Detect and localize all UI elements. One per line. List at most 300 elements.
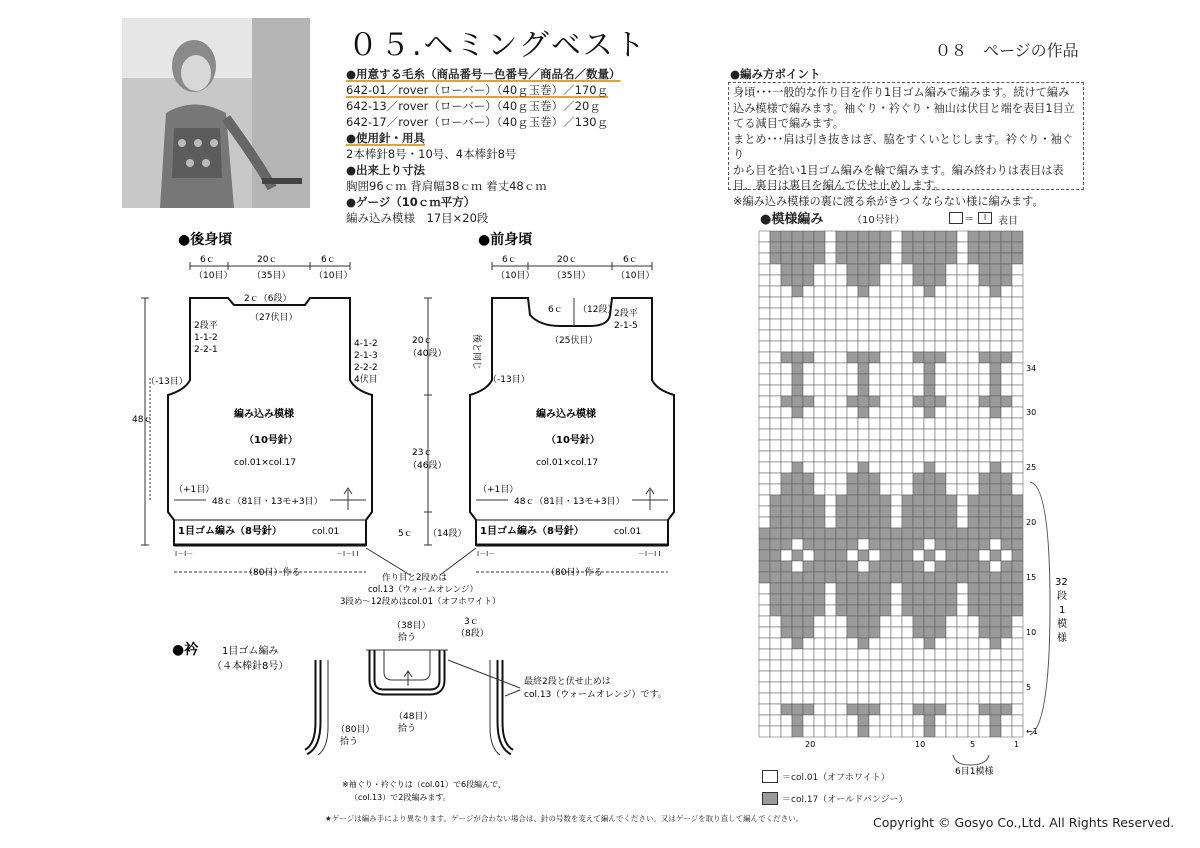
chart-cell — [869, 385, 880, 396]
chart-cell — [814, 517, 825, 528]
chart-cell — [781, 671, 792, 682]
chart-cell — [880, 231, 891, 242]
front-top-sts: （10目） — [496, 271, 535, 281]
chart-cell — [935, 594, 946, 605]
chart-cell — [891, 517, 902, 528]
chart-cell — [913, 396, 924, 407]
chart-cell — [924, 319, 935, 330]
chart-cell — [979, 484, 990, 495]
chart-cell — [891, 660, 902, 671]
chart-cell — [869, 649, 880, 660]
chart-cell — [902, 484, 913, 495]
chart-cell — [891, 693, 902, 704]
back-top-dim: 6ｃ — [200, 255, 215, 265]
chart-cell — [770, 242, 781, 253]
chart-cell — [759, 528, 770, 539]
chart-cell — [902, 638, 913, 649]
chart-cell — [968, 242, 979, 253]
chart-cell — [803, 462, 814, 473]
back-top-sts: （10目） — [194, 271, 233, 281]
chart-cell — [825, 385, 836, 396]
back-dec: 2段平 — [194, 321, 218, 331]
yarn-heading: ●用意する毛糸（商品番号－色番号／商品名／数量） — [346, 67, 621, 81]
chart-cell — [902, 627, 913, 638]
chart-cell — [968, 286, 979, 297]
chart-cell — [825, 330, 836, 341]
chart-cell — [836, 253, 847, 264]
chart-cell — [968, 605, 979, 616]
chart-cell — [781, 363, 792, 374]
front-neck-dec: 2-1-5 — [614, 321, 638, 331]
chart-cell — [759, 660, 770, 671]
chart-cell — [880, 539, 891, 550]
chart-cell — [792, 561, 803, 572]
chart-cell — [814, 649, 825, 660]
chart-cell — [957, 495, 968, 506]
chart-cell — [913, 616, 924, 627]
chart-cell — [836, 726, 847, 737]
cast-note: col.13（ウォームオレンジ） — [368, 585, 478, 595]
chart-cell — [990, 396, 1001, 407]
chart-cell — [880, 682, 891, 693]
chart-cell — [858, 561, 869, 572]
chart-cell — [792, 462, 803, 473]
chart-cell — [814, 693, 825, 704]
chart-cell — [1012, 671, 1023, 682]
chart-cell — [869, 341, 880, 352]
chart-cell — [847, 638, 858, 649]
chart-cell — [759, 473, 770, 484]
chart-cell — [836, 407, 847, 418]
chart-cell — [858, 418, 869, 429]
chart-cell — [891, 352, 902, 363]
front-top-sts: （35目） — [552, 271, 591, 281]
chart-cell — [913, 726, 924, 737]
chart-cell — [957, 605, 968, 616]
chart-cell — [792, 341, 803, 352]
chart-cell — [770, 660, 781, 671]
chart-cell — [869, 352, 880, 363]
back-pattern: 編み込み模様 — [234, 409, 294, 420]
chart-cell — [836, 616, 847, 627]
chart-cell — [1012, 396, 1023, 407]
front-top-dim: 6ｃ — [502, 255, 517, 265]
chart-cell — [814, 660, 825, 671]
chart-cell — [759, 594, 770, 605]
chart-cell — [990, 539, 1001, 550]
chart-cell — [781, 407, 792, 418]
chart-cell — [891, 319, 902, 330]
chart-cell — [946, 616, 957, 627]
chart-cell — [858, 495, 869, 506]
collar-sub: 1目ゴム編み — [222, 646, 279, 657]
chart-cell — [781, 660, 792, 671]
chart-cell — [781, 693, 792, 704]
chart-cell — [770, 297, 781, 308]
chart-cell — [814, 308, 825, 319]
chart-cell — [759, 385, 770, 396]
chart-cell — [946, 550, 957, 561]
chart-needle: （10号针） — [852, 215, 905, 226]
chart-cell — [924, 242, 935, 253]
chart-cell — [902, 385, 913, 396]
chart-cell — [803, 451, 814, 462]
chart-cell — [836, 682, 847, 693]
chart-cell — [946, 451, 957, 462]
chart-cell — [979, 550, 990, 561]
chart-cell — [869, 473, 880, 484]
chart-cell — [858, 638, 869, 649]
chart-cell — [858, 649, 869, 660]
chart-cell — [836, 451, 847, 462]
chart-cell — [1012, 594, 1023, 605]
chart-cell — [847, 275, 858, 286]
chart-cell — [935, 396, 946, 407]
chart-cell — [803, 627, 814, 638]
chart-cell — [770, 693, 781, 704]
chart-cell — [924, 649, 935, 660]
chart-cell — [770, 649, 781, 660]
chart-cell — [836, 605, 847, 616]
chart-cell — [891, 506, 902, 517]
chart-cell — [770, 275, 781, 286]
chart-cell — [1001, 693, 1012, 704]
chart-cell — [814, 561, 825, 572]
chart-cell — [803, 319, 814, 330]
front-neck-depth: 6ｃ — [548, 305, 563, 315]
chart-cell — [990, 308, 1001, 319]
chart-cell — [1012, 253, 1023, 264]
front-rib-col: col.01 — [614, 527, 642, 537]
chart-cell — [924, 374, 935, 385]
chart-cell — [792, 418, 803, 429]
chart-cell — [880, 649, 891, 660]
chart-cell — [814, 594, 825, 605]
chart-cell — [1012, 726, 1023, 737]
chart-cell — [836, 561, 847, 572]
chart-cell — [935, 484, 946, 495]
chart-cell — [1001, 308, 1012, 319]
chart-cell — [825, 341, 836, 352]
chart-cell — [913, 275, 924, 286]
chart-cell — [979, 715, 990, 726]
chart-cell — [902, 583, 913, 594]
chart-cell — [880, 418, 891, 429]
chart-cell — [990, 616, 1001, 627]
chart-cell — [770, 506, 781, 517]
chart-cell — [1012, 572, 1023, 583]
chart-cell — [825, 561, 836, 572]
chart-cell — [913, 440, 924, 451]
chart-cell — [825, 407, 836, 418]
chart-cell — [968, 616, 979, 627]
chart-cell — [792, 275, 803, 286]
chart-cell — [847, 231, 858, 242]
collar-pick-top: （38目） — [392, 621, 431, 631]
chart-cell — [1012, 528, 1023, 539]
chart-cell — [847, 253, 858, 264]
chart-cell — [924, 275, 935, 286]
chart-cell — [957, 286, 968, 297]
chart-cell — [803, 539, 814, 550]
chart-cell — [924, 352, 935, 363]
chart-cell — [902, 352, 913, 363]
chart-cell — [847, 484, 858, 495]
back-neck-sts: （27伏目） — [250, 313, 298, 323]
collar-sub-note: （col.13）で2段編みます。 — [350, 793, 451, 802]
chart-cell — [946, 660, 957, 671]
chart-cell — [968, 517, 979, 528]
chart-cell — [957, 572, 968, 583]
repeat-rows: 段 — [1057, 591, 1067, 602]
chart-cell — [869, 308, 880, 319]
chart-cell — [979, 517, 990, 528]
chart-col-label: 20 — [805, 740, 816, 749]
repeat-rows: 様 — [1057, 633, 1067, 644]
chart-cell — [847, 583, 858, 594]
chart-cell — [869, 517, 880, 528]
chart-cell — [946, 396, 957, 407]
chart-cell — [935, 561, 946, 572]
chart-cell — [847, 451, 858, 462]
back-colors: col.01×col.17 — [234, 458, 297, 468]
chart-cell — [781, 506, 792, 517]
chart-cell — [1001, 319, 1012, 330]
chart-cell — [1001, 330, 1012, 341]
repeat-rows: 1 — [1059, 605, 1066, 616]
chart-cell — [891, 297, 902, 308]
chart-cell — [957, 704, 968, 715]
chart-cell — [759, 451, 770, 462]
chart-cell — [792, 572, 803, 583]
chart-cell — [935, 572, 946, 583]
chart-cell — [968, 649, 979, 660]
chart-cell — [924, 627, 935, 638]
chart-cell — [847, 561, 858, 572]
chart-cell — [968, 682, 979, 693]
chart-cell — [990, 330, 1001, 341]
chart-cell — [891, 704, 902, 715]
size-text: 胸囲96ｃｍ 背肩幅38ｃｍ 着丈48ｃｍ — [346, 179, 547, 193]
chart-cell — [792, 330, 803, 341]
chart-cell — [1001, 616, 1012, 627]
chart-cell — [825, 704, 836, 715]
chart-cell — [880, 308, 891, 319]
chart-cell — [759, 396, 770, 407]
chart-cell — [957, 638, 968, 649]
chart-cell — [869, 231, 880, 242]
chart-cell — [803, 594, 814, 605]
chart-cell — [759, 429, 770, 440]
chart-cell — [1001, 440, 1012, 451]
back-width: 48ｃ（81目・13モ+3目） — [212, 497, 323, 507]
chart-cell — [869, 561, 880, 572]
chart-cell — [968, 363, 979, 374]
chart-cell — [792, 440, 803, 451]
chart-cell — [836, 385, 847, 396]
chart-cell — [792, 550, 803, 561]
chart-cell — [825, 418, 836, 429]
chart-cell — [781, 528, 792, 539]
chart-cell — [803, 506, 814, 517]
chart-cell — [1001, 649, 1012, 660]
chart-cell — [781, 462, 792, 473]
chart-cell — [847, 715, 858, 726]
chart-cell — [880, 297, 891, 308]
chart-cell — [946, 561, 957, 572]
chart-cell — [935, 506, 946, 517]
chart-cell — [858, 462, 869, 473]
chart-cell — [792, 253, 803, 264]
chart-cell — [1012, 319, 1023, 330]
chart-cell — [1012, 341, 1023, 352]
chart-cell — [792, 528, 803, 539]
chart-cell — [792, 319, 803, 330]
chart-cell — [891, 528, 902, 539]
chart-cell — [891, 583, 902, 594]
chart-cell — [880, 440, 891, 451]
chart-cell — [880, 605, 891, 616]
chart-cell — [869, 484, 880, 495]
chart-cell — [814, 330, 825, 341]
chart-cell — [902, 561, 913, 572]
chart-cell — [902, 704, 913, 715]
chart-cell — [847, 297, 858, 308]
chart-cell — [781, 726, 792, 737]
chart-cell — [836, 462, 847, 473]
chart-cell — [869, 616, 880, 627]
chart-cell — [990, 638, 1001, 649]
chart-cell — [935, 462, 946, 473]
chart-cell — [902, 264, 913, 275]
chart-cell — [946, 440, 957, 451]
chart-cell — [902, 528, 913, 539]
chart-cell — [957, 231, 968, 242]
chart-cell — [990, 682, 1001, 693]
chart-cell — [1012, 704, 1023, 715]
chart-cell — [847, 440, 858, 451]
front-cast-on: （80目）作る — [546, 568, 603, 578]
chart-cell — [891, 495, 902, 506]
chart-cell — [1001, 638, 1012, 649]
chart-cell — [913, 594, 924, 605]
chart-cell — [979, 627, 990, 638]
chart-cell — [880, 594, 891, 605]
chart-cell — [792, 286, 803, 297]
chart-cell — [935, 363, 946, 374]
front-heading: ●前身頃 — [478, 232, 533, 248]
chart-cell — [990, 418, 1001, 429]
chart-cell — [836, 528, 847, 539]
chart-cell — [924, 484, 935, 495]
chart-cell — [858, 715, 869, 726]
chart-cell — [946, 594, 957, 605]
chart-cell — [803, 484, 814, 495]
chart-cell — [770, 396, 781, 407]
points-line: まとめ･･･肩は引き抜きはぎ、脇をすくいとじします。衿ぐり・袖ぐり — [733, 132, 1073, 161]
chart-cell — [979, 396, 990, 407]
chart-cell — [1012, 649, 1023, 660]
chart-cell — [858, 319, 869, 330]
chart-cell — [946, 605, 957, 616]
chart-cell — [935, 275, 946, 286]
collar-pick-arm: （80目） — [336, 725, 375, 735]
chart-cell — [880, 242, 891, 253]
chart-cell — [990, 528, 1001, 539]
chart-cell — [1001, 594, 1012, 605]
chart-cell — [1001, 275, 1012, 286]
chart-cell — [979, 363, 990, 374]
chart-cell — [814, 418, 825, 429]
chart-cell — [825, 473, 836, 484]
chart-cell — [759, 693, 770, 704]
chart-cell — [891, 572, 902, 583]
chart-cell — [990, 286, 1001, 297]
chart-cell — [990, 297, 1001, 308]
chart-cell — [858, 396, 869, 407]
chart-cell — [836, 341, 847, 352]
chart-cell — [913, 484, 924, 495]
chart-cell — [781, 242, 792, 253]
chart-cell — [957, 330, 968, 341]
chart-cell — [990, 319, 1001, 330]
chart-cell — [814, 253, 825, 264]
chart-cell — [770, 352, 781, 363]
chart-row-label: 25 — [1026, 463, 1037, 472]
chart-cell — [869, 275, 880, 286]
chart-row-label: 10 — [1026, 628, 1037, 637]
chart-cell — [869, 605, 880, 616]
chart-cell — [814, 319, 825, 330]
chart-cell — [770, 495, 781, 506]
chart-cell — [1012, 539, 1023, 550]
chart-cell — [792, 605, 803, 616]
chart-cell — [902, 605, 913, 616]
chart-cell — [924, 418, 935, 429]
front-neck-dec: 2段平 — [614, 309, 638, 319]
chart-cell — [946, 231, 957, 242]
chart-cell — [880, 352, 891, 363]
chart-cell — [869, 451, 880, 462]
chart-cell — [869, 550, 880, 561]
chart-cell — [1001, 495, 1012, 506]
chart-cell — [1001, 528, 1012, 539]
front-same-back: 後と同じ — [471, 334, 481, 371]
chart-cell — [1001, 605, 1012, 616]
chart-cell — [891, 605, 902, 616]
chart-cell — [825, 693, 836, 704]
chart-cell — [869, 594, 880, 605]
chart-cell — [825, 682, 836, 693]
chart-cell — [792, 385, 803, 396]
chart-cell — [803, 660, 814, 671]
chart-cell — [803, 374, 814, 385]
chart-cell — [946, 484, 957, 495]
chart-cell — [935, 682, 946, 693]
chart-cell — [935, 407, 946, 418]
chart-cell — [770, 451, 781, 462]
chart-cell — [902, 671, 913, 682]
chart-cell — [836, 319, 847, 330]
chart-cell — [990, 594, 1001, 605]
chart-cell — [924, 396, 935, 407]
chart-cell — [968, 506, 979, 517]
chart-cell — [869, 286, 880, 297]
chart-cell — [759, 495, 770, 506]
chart-cell — [957, 594, 968, 605]
chart-cell — [1012, 627, 1023, 638]
chart-cell — [858, 627, 869, 638]
